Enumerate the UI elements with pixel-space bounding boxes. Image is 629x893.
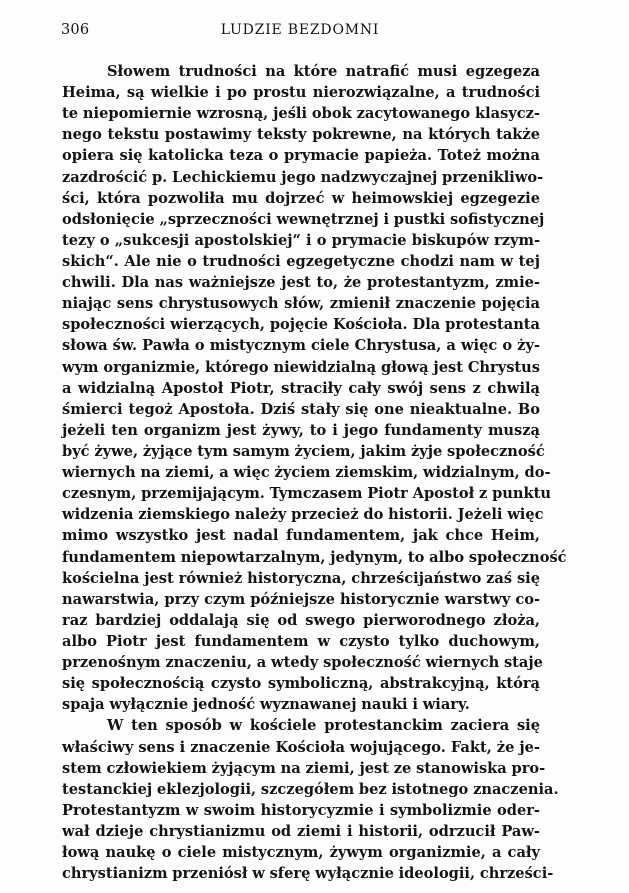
paragraph-1-line: wiernych na ziemi, a więc życiem ziemskim, widzialnym, do-	[62, 464, 551, 482]
paragraph-2-line: testanckiej eklezjologii, szczegółem bez istotnego znaczenia.	[62, 780, 559, 798]
paragraph-2-line: wał dzieje chrystianizmu od ziemi i historii, odrzucił Paw-	[62, 822, 540, 840]
paragraph-1-line: nego tekstu postawimy teksty pokrewne, na których także	[62, 126, 540, 144]
paragraph-1-line: tezy o „sukcesji apostolskiej“ i o prymacie biskupów rzym-	[62, 231, 540, 249]
paragraph-1-line: czesnym, przemijającym. Tymczasem Piotr Apostoł z punktu	[62, 485, 551, 503]
paragraph-2-line: W ten sposób w kościele protestanckim zaciera się	[107, 717, 540, 735]
paragraph-2-line: Protestantyzm w swoim historycyzmie i symbolizmie oder-	[62, 801, 540, 819]
page-number: 306	[61, 22, 90, 38]
paragraph-2-line: właściwy sens i znaczenie Kościoła wojującego. Fakt, że je-	[62, 738, 540, 756]
paragraph-2-line: łową naukę o ciele mistycznym, żywym organizmie, a cały	[62, 844, 540, 862]
paragraph-1-line: ści, która pozwoliła mu dojrzeć w heimowskiej egzegezie	[62, 189, 540, 207]
paragraph-1-line: Heima, są wielkie i po prostu nierozwiązalne, a trudności	[62, 84, 540, 102]
paragraph-1-line: niając sens chrystusowych słów, zmienił znaczenie pojęcia	[62, 295, 540, 313]
paragraph-1-line: kościelna jest również historyczna, chrześcijaństwo zaś się	[62, 569, 540, 587]
paragraph-1-line: albo Piotr jest fundamentem w czysto tylko duchowym,	[62, 632, 540, 650]
paragraph-1-line: widzenia ziemskiego należy przecież do historii. Jeżeli więc	[62, 506, 544, 524]
paragraph-1-line: mimo wszystko jest nadal fundamentem, jak chce Heim,	[62, 527, 540, 545]
paragraph-1-line: się społecznością czysto symboliczną, abstrakcyjną, którą	[62, 675, 540, 693]
paragraph-1-line: społeczności wierzących, pojęcie Kościoła. Dla protestanta	[62, 316, 540, 334]
paragraph-1-line: fundamentem niepowtarzalnym, jedynym, to albo społeczność	[62, 548, 567, 566]
paragraph-1-last-line: spaja wyłącznie jedność wyznawanej nauki i wiary.	[62, 696, 470, 714]
paragraph-1-line: słowa św. Pawła o mistycznym ciele Chrystusa, a więc o ży-	[62, 337, 540, 355]
paragraph-1-line: te niepomiernie wzrosną, jeśli obok zacytowanego klasycz-	[62, 105, 540, 123]
paragraph-1-line: jeżeli ten organizm jest żywy, to i jego fundamenty muszą	[62, 421, 540, 439]
paragraph-1-line: wym organizmie, którego niewidzialną głową jest Chrystus	[62, 358, 540, 376]
page-header	[61, 22, 539, 42]
paragraph-1-line: odsłonięcie „sprzeczności wewnętrznej i pustki sofistycznej	[62, 210, 545, 228]
paragraph-2-line: stem człowiekiem żyjącym na ziemi, jest ze stanowiska pro-	[62, 759, 546, 777]
paragraph-1-line: skich“. Ale nie o trudności egzegetyczne chodzi nam w tej	[62, 252, 540, 270]
paragraph-2-line: chrystianizm przeniósł w sferę wyłącznie ideologii, chrześci-	[62, 865, 554, 883]
running-title: LUDZIE BEZDOMNI	[220, 22, 380, 38]
paragraph-1-line: przenośnym znaczeniu, a wtedy społeczność wiernych staje	[62, 654, 543, 672]
paragraph-1-line: raz bardziej oddalają się od swego pierworodnego złoża,	[62, 611, 540, 629]
body-text	[62, 61, 567, 884]
paragraph-1-line: a widzialną Apostoł Piotr, straciły cały swój sens z chwilą	[62, 379, 540, 397]
paragraph-1-line: śmierci tegoż Apostoła. Dziś stały się one nieaktualne. Bo	[62, 400, 540, 418]
paragraph-1-line: opiera się katolicka teza o prymacie papieża. Toteż można	[62, 147, 540, 165]
paragraph-1-line: nawarstwia, przy czym późniejsze historycznie warstwy co-	[62, 590, 540, 608]
paragraph-1-line: Słowem trudności na które natrafić musi egzegeza	[107, 63, 540, 80]
paragraph-1-line: chwili. Dla nas ważniejsze jest to, że protestantyzm, zmie-	[62, 274, 540, 292]
paragraph-1-line: zazdrościć p. Lechickiemu jego nadzwyczajnej przenikliwo-	[62, 168, 544, 186]
paragraph-1-line: być żywe, żyjące tym samym życiem, jakim żyje społeczność	[62, 442, 545, 460]
